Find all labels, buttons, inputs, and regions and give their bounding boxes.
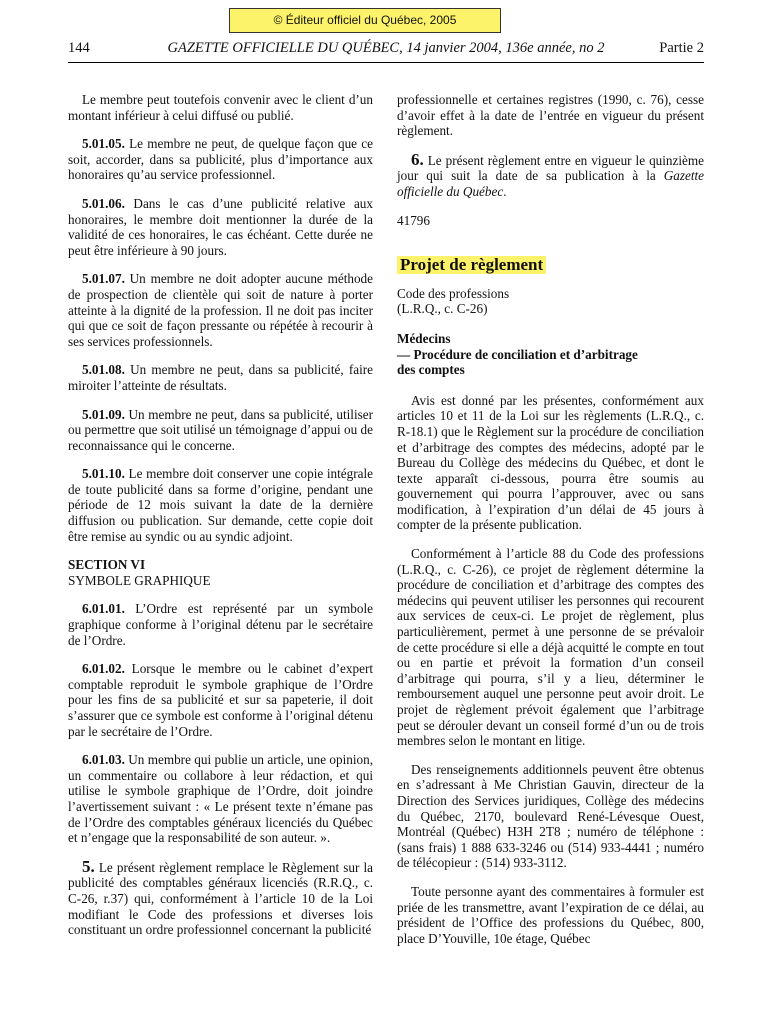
page-header (68, 40, 704, 60)
paragraph: Toute personne ayant des commentaires à formuler est priée de les transmettre, avant l’expiration de ce délai, au président de l’Office des professions du Québec, 800, place D’Youville, 10e étage, Québec (397, 883, 704, 946)
article-number: 5. (82, 856, 95, 876)
paragraph: Avis est donné par les présentes, conformément aux articles 10 et 11 de la Loi sur les règlements (L.R.Q., c. R-18.1) que le Règlement sur la procédure de conciliation et d’arbitrage des comptes des médecins, adopté par le Bureau du Collège des médecins du Québec, et dont le texte apparaît ci-dessous, pourra être soumis au gouvernement qui pourra l’approuver, avec ou sans modification, à l’expiration d’un délai de 45 jours à compter de la présente publication. (397, 392, 704, 533)
article-text: Un membre ne peut, dans sa publicité, faire miroiter l’atteinte de résultats. (68, 362, 373, 393)
subject-line: Médecins (397, 330, 451, 346)
article-5-01-06 (68, 196, 373, 258)
part-label: Partie 2 (659, 40, 704, 56)
article-5-01-09 (68, 407, 373, 454)
article-text: Dans le cas d’une publicité relative aux honoraires, le membre doit mentionner la durée de la validité de ces honoraires, le cas échéant. Cette durée ne peut être inférieure à 90 jours. (68, 195, 373, 258)
article-text: L’Ordre est représenté par un symbole graphique conforme à l’original détenu par le secrétaire de l’Ordre. (68, 601, 373, 648)
article-5-01-08 (68, 362, 373, 393)
article-text: Le membre ne peut, de quelque façon que ce soit, accorder, dans sa publicité, plus d’importance aux honoraires qu’au service professionnel. (68, 136, 373, 183)
page-number: 144 (68, 40, 90, 56)
article-text: Le présent règlement entre en vigueur le quinzième jour qui suit la date de sa publication à la (397, 152, 704, 184)
code-line: Code des professions (397, 285, 510, 301)
article-text: Le membre doit conserver une copie intégrale de toute publicité dans sa forme d’origine, pendant une période de 12 mois suivant la date de la dernière diffusion ou publication. Sur demande, cette copie doit être remise au syndic ou au syndic adjoint. (68, 466, 374, 544)
article-number: 5.01.08. (82, 362, 125, 378)
reference-number: 41796 (397, 212, 430, 228)
paragraph: professionnelle et certaines registres (1990, c. 76), cesse d’avoir effet à la date de l’entrée en vigueur du présent règlement. (397, 92, 704, 139)
gazette-title: GAZETTE OFFICIELLE DU QUÉBEC, 14 janvier 2004, 136e année, no 2 (167, 40, 605, 56)
article-5-01-05 (68, 136, 373, 183)
article-5-01-07 (68, 271, 373, 349)
article-6 (397, 149, 705, 200)
subject-heading (397, 331, 704, 378)
left-column (68, 92, 373, 951)
section-heading: SECTION VI (68, 557, 146, 573)
article-number: 6.01.03. (82, 752, 125, 768)
gazette-reference: Gazette officielle du Québec (397, 168, 705, 199)
copyright-banner: © Éditeur officiel du Québec, 2005 (229, 8, 501, 33)
article-number: 5.01.10. (82, 466, 125, 482)
article-number: 6.01.02. (82, 661, 125, 677)
article-number: 5.01.05. (82, 136, 125, 152)
article-number: 6. (411, 149, 424, 169)
section-subheading: SYMBOLE GRAPHIQUE (68, 572, 211, 588)
subject-line: des comptes (397, 362, 465, 378)
article-text: Un membre ne doit adopter aucune méthode de prospection de clientèle qui soit de nature à porter atteinte à la dignité de la profession. Il ne doit pas inciter qui que ce soit de façon pressante ou répétée à recourir à ses services professionnels. (68, 271, 373, 349)
article-text: Le présent règlement remplace le Règlement sur la publicité des comptables généraux licenciés (R.R.Q., c. C-26, r.37) qui, conformément à l’article 10 de la Loi modifiant le Code des professions et diverses lois constituant un ordre professionnel concernant la publicité (68, 859, 373, 938)
article-6-01-02 (68, 661, 373, 739)
code-reference: (L.R.Q., c. C-26) (397, 301, 488, 317)
projet-heading: Projet de règlement (397, 256, 546, 274)
article-5-01-10 (68, 466, 373, 544)
article-number: 5.01.09. (82, 406, 125, 422)
article-6-01-01 (68, 601, 373, 648)
article-number: 5.01.07. (82, 271, 125, 287)
article-number: 6.01.01. (82, 601, 125, 617)
subject-line: — Procédure de conciliation et d’arbitrage (397, 346, 638, 362)
article-6-01-03 (68, 752, 373, 846)
right-column (397, 92, 704, 959)
paragraph: Conformément à l’article 88 du Code des professions (L.R.Q., c. C-26), ce projet de règlement détermine la procédure de conciliation et d’arbitrage des comptes des médecins qui peuvent utiliser les personnes qui recourent aux services de ceux-ci. Le projet de règlement, plus particulièrement, permet à une personne de se prévaloir de cette procédure si elle a déjà acquitté le compte en tout ou en partie et prévoit la formation d’un conseil d’arbitrage qui pourra, s’il y a lieu, déterminer le remboursement auquel une personne peut avoir droit. Le projet de règlement prévoit également que l’arbitrage peut se dérouler devant un conseil formé d’un ou de trois membres selon le montant en litige. (397, 546, 704, 749)
article-5 (68, 856, 373, 938)
article-text: Un membre qui publie un article, une opinion, un commentaire ou collabore à leur rédaction, et qui utilise le symbole graphique de l’Ordre, doit joindre l’avertissement suivant : « Le présent texte n’émane pas de l’Ordre des comptables généraux licenciés du Québec et n’engage que la responsabilité de son auteur. ». (68, 752, 374, 846)
paragraph: Le membre peut toutefois convenir avec le client d’un montant inférieur à celui diffusé ou publié. (68, 92, 373, 123)
header-rule (68, 62, 704, 63)
article-text-end: . (503, 183, 507, 199)
article-text: Lorsque le membre ou le cabinet d’expert comptable reproduit le symbole graphique de l’Ordre pour les fins de sa publicité et sur sa papeterie, il doit s’assurer que ce symbole est conforme à l’original détenu par le secrétaire de l’Ordre. (68, 661, 374, 739)
article-number: 5.01.06. (82, 195, 125, 211)
paragraph: Des renseignements additionnels peuvent être obtenus en s’adressant à Me Christian Gauvin, directeur de la Direction des Services juridiques, Collège des médecins du Québec, 2170, boulevard René-Lévesque Ouest, Montréal (Québec) H3H 2T8 ; numéro de téléphone : (sans frais) 1 888 633-3246 ou (514) 933-4441 ; numéro de télécopieur : (514) 933-3112. (397, 761, 704, 871)
article-text: Un membre ne peut, dans sa publicité, utiliser ou permettre que soit utilisé un témoignage d’appui ou de reconnaissance qui le concerne. (68, 406, 374, 453)
